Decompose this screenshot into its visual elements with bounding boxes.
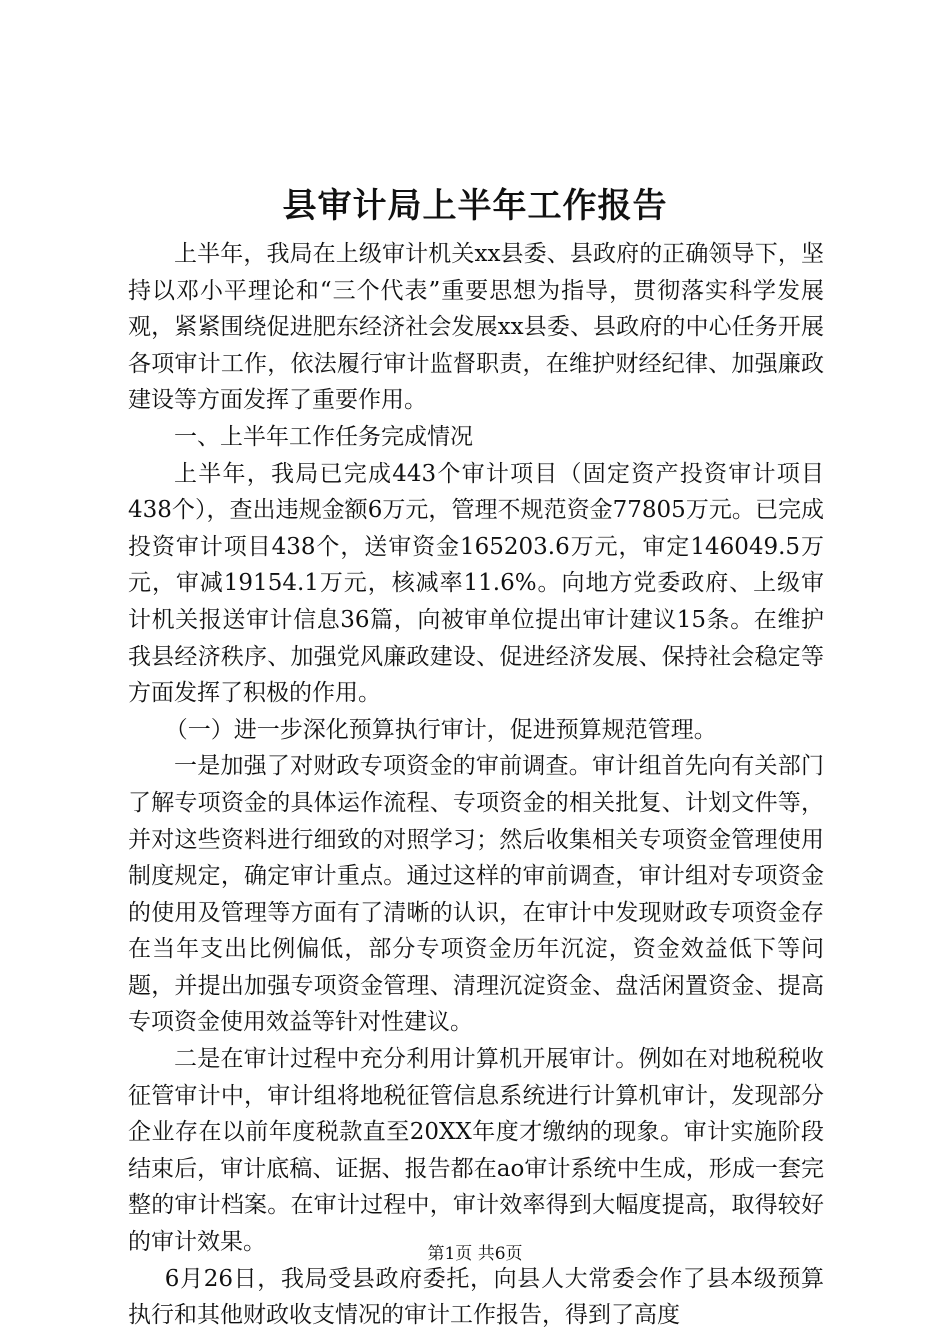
document-body (128, 236, 824, 1334)
paragraph-intro: 上半年，我局在上级审计机关xx县委、县政府的正确领导下，坚持以邓小平理论和“三个代表”重要思想为指导，贯彻落实科学发展观，紧紧围绕促进肥东经济社会发展xx县委、县政府的中心任务开展各项审计工作，依法履行审计监督职责，在维护财经纪律、加强廉政建设等方面发挥了重要作用。 (128, 241, 824, 414)
paragraph-point-2: 二是在审计过程中充分利用计算机开展审计。例如在对地税税收征管审计中，审计组将地税征管信息系统进行计算机审计，发现部分企业存在以前年度税款直至20XX年度才缴纳的现象。审计实施阶段结束后，审计底稿、证据、报告都在ao审计系统中生成，形成一套完整的审计档案。在审计过程中，审计效率得到大幅度提高，取得较好的审计效果。 (128, 1046, 824, 1256)
document-title: 县审计局上半年工作报告 (282, 186, 668, 226)
subsection-heading-1: （一）进一步深化预算执行审计，促进预算规范管理。 (164, 716, 717, 743)
paragraph-summary: 上半年，我局已完成443个审计项目（固定资产投资审计项目438个），查出违规金额6万元，管理不规范资金77805万元。已完成投资审计项目438个，送审资金165203.6万元，审定146049.5万元，审减19154.1万元，核减率11.6%。向地方党委政府、上级审计机关报送审计信息36篇，向被审单位提出审计建议15条。在维护我县经济秩序、加强党风廉政建设、促进经济发展、保持社会稳定等方面发挥了积极的作用。 (128, 460, 824, 707)
page-number: 第1页 共6页 (427, 1244, 523, 1264)
section-heading-1: 一、上半年工作任务完成情况 (174, 423, 473, 450)
paragraph-report: 6月26日，我局受县政府委托，向县人大常委会作了县本级预算执行和其他财政收支情况的审计工作报告，得到了高度 (128, 1265, 824, 1329)
paragraph-point-1: 一是加强了对财政专项资金的审前调查。审计组首先向有关部门了解专项资金的具体运作流程、专项资金的相关批复、计划文件等，并对这些资料进行细致的对照学习；然后收集相关专项资金管理使用制度规定，确定审计重点。通过这样的审前调查，审计组对专项资金的使用及管理等方面有了清晰的认识，在审计中发现财政专项资金存在当年支出比例偏低，部分专项资金历年沉淀，资金效益低下等问题，并提出加强专项资金管理、清理沉淀资金、盘活闲置资金、提高专项资金使用效益等针对性建议。 (128, 753, 824, 1036)
